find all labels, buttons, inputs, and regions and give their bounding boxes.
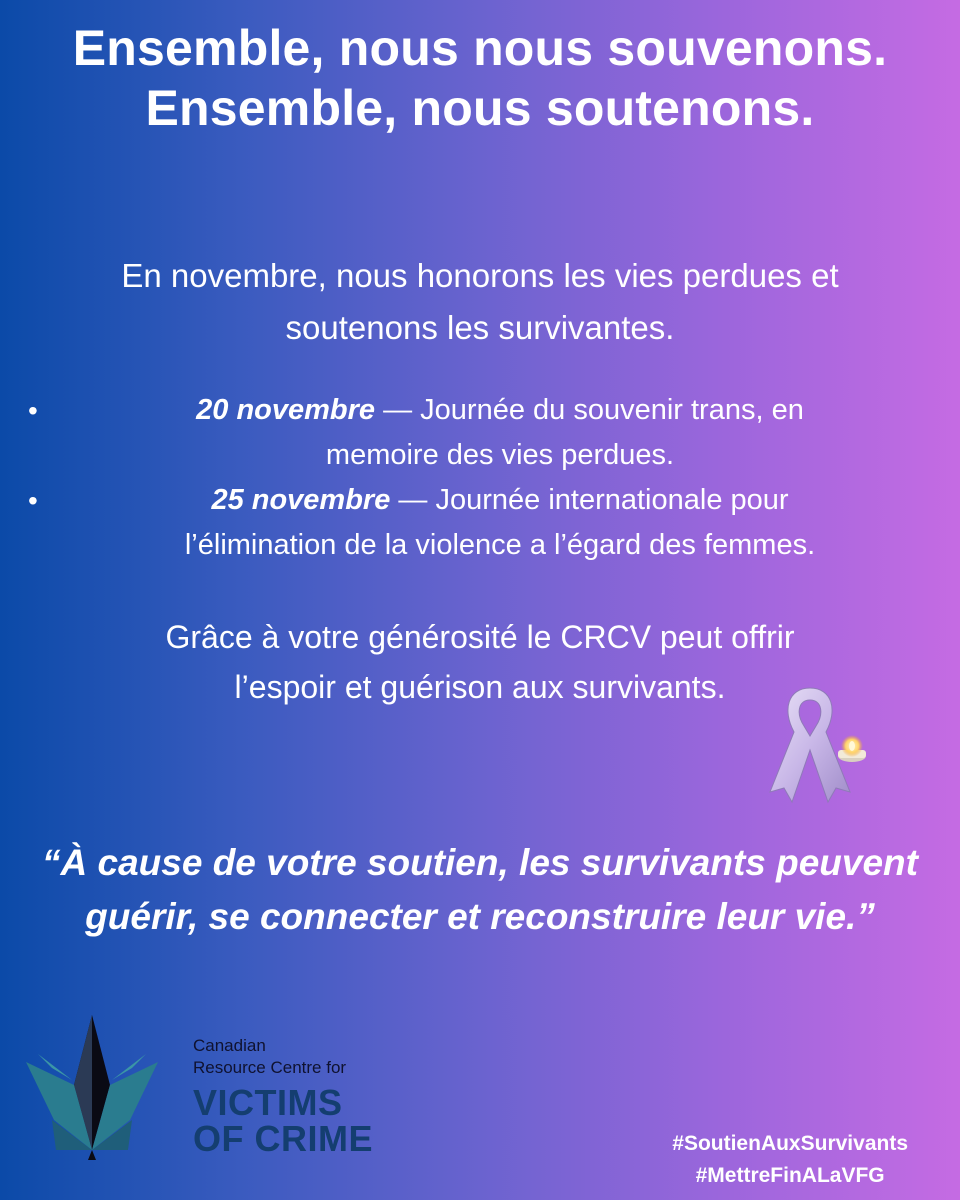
hashtag-vfg: #MettreFinALaVFG <box>695 1164 885 1187</box>
quote-line-2: guérir, se connecter et reconstruire leur vie.” <box>85 896 875 937</box>
generosity-line-1: Grâce à votre générosité le CRCV peut offrir <box>165 619 795 655</box>
event-line-1 <box>60 478 940 523</box>
maple-leaf-logo-icon <box>22 1010 182 1160</box>
event-description: — Journée internationale pour <box>390 484 789 516</box>
testimonial-quote <box>0 836 960 944</box>
event-description-cont: memoire des vies perdues. <box>325 439 675 471</box>
logo-line-resource-centre: Resource Centre for <box>193 1058 347 1077</box>
logo-line-canadian: Canadian <box>193 1036 266 1055</box>
event-description: — Journée du souvenir trans, en <box>375 394 804 426</box>
event-description-cont: l’élimination de la violence a l’égard des femmes. <box>184 529 816 561</box>
logo-line-of-crime: OF CRIME <box>193 1118 373 1159</box>
hashtags <box>672 1128 908 1192</box>
logo-line-victims: VICTIMS <box>193 1082 343 1123</box>
awareness-ribbon-icon <box>748 680 878 810</box>
quote-line-1: “À cause de votre soutien, les survivants peuvent <box>42 842 918 883</box>
organization-logo-text <box>193 1035 373 1157</box>
intro-text <box>0 250 960 354</box>
headline-line-2: Ensemble, nous soutenons. <box>145 80 815 136</box>
event-item <box>0 388 960 478</box>
hashtag-soutien: #SoutienAuxSurvivants <box>672 1132 908 1155</box>
headline-line-1: Ensemble, nous nous souvenons. <box>72 20 888 76</box>
intro-line-2: soutenons les survivantes. <box>285 309 675 346</box>
intro-line-1: En novembre, nous honorons les vies perdues et <box>121 257 839 294</box>
headline <box>0 18 960 138</box>
event-line-1 <box>60 388 940 433</box>
event-date: 25 novembre <box>211 484 391 516</box>
generosity-line-2: l’espoir et guérison aux survivants. <box>234 669 726 705</box>
bullet-icon: • <box>28 485 38 516</box>
event-item <box>0 478 960 568</box>
event-list <box>0 388 960 568</box>
event-date: 20 novembre <box>196 394 376 426</box>
bullet-icon: • <box>28 395 38 426</box>
